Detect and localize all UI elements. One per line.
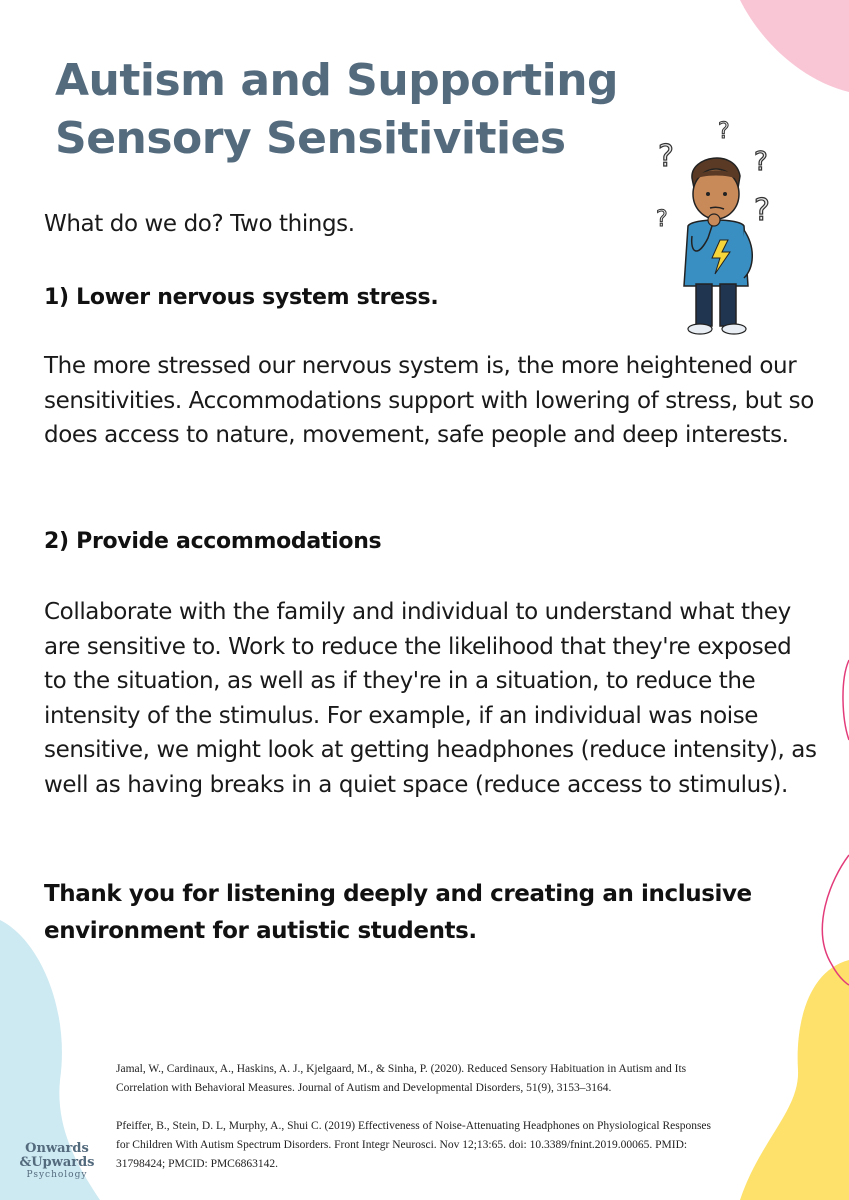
section-2-body: Collaborate with the family and individual to understand what they are sensitive to. Work to reduce the likelihood that they're exposed to the situation, as well as if they're in a situation, to reduce the intensity of the stimulus. For example, if an individual was noise sensitive, we might look at getting headphones (reduce intensity), as well as having breaks in a quiet space (reduce access to stimulus). [44, 599, 817, 798]
reference-item: Jamal, W., Cardinaux, A., Haskins, A. J., Kjelgaard, M., & Sinha, P. (2020). Reduced Sensory Habituation in Autism and Its Correlation with Behavioral Measures. Journal of Autism and Developmental Disorders, 51(9), 3153–3164. [116, 1063, 687, 1094]
reference-item: Pfeiffer, B., Stein, D. L, Murphy, A., Shui C. (2019) Effectiveness of Noise-Attenuating Headphones on Physiological Responses for Children With Autism Spectrum Disorders. Front Integr Neurosci. Nov 12;13:65. doi: 10.3389/fnint.2019.00065. PMID: 31798424; PMCID: PMC6863142. [116, 1120, 712, 1170]
logo-line-3: Psychology [26, 1170, 88, 1180]
logo-line-2: &Upwards [19, 1155, 95, 1170]
svg-text:?: ? [754, 193, 770, 228]
intro-text: What do we do? Two things. [44, 211, 355, 237]
section-2-heading: 2) Provide accommodations [44, 529, 382, 554]
svg-text:?: ? [718, 119, 730, 144]
references [116, 1060, 716, 1193]
closing-statement: Thank you for listening deeply and creating an inclusive environment for autistic students. [44, 881, 752, 944]
onwards-upwards-logo [12, 1142, 102, 1181]
thinking-person-illustration [640, 118, 790, 338]
svg-text:?: ? [754, 147, 768, 177]
svg-text:?: ? [656, 207, 668, 232]
section-1-heading: 1) Lower nervous system stress. [44, 285, 439, 310]
section-1-body: The more stressed our nervous system is, the more heightened our sensitivities. Accommodations support with lowering of stress, but so does access to nature, movement, safe people and deep interests. [44, 353, 814, 448]
page-title: Autism and Supporting Sensory Sensitivities [55, 55, 619, 164]
logo-line-1: Onwards [25, 1141, 89, 1156]
svg-text:?: ? [658, 139, 674, 174]
